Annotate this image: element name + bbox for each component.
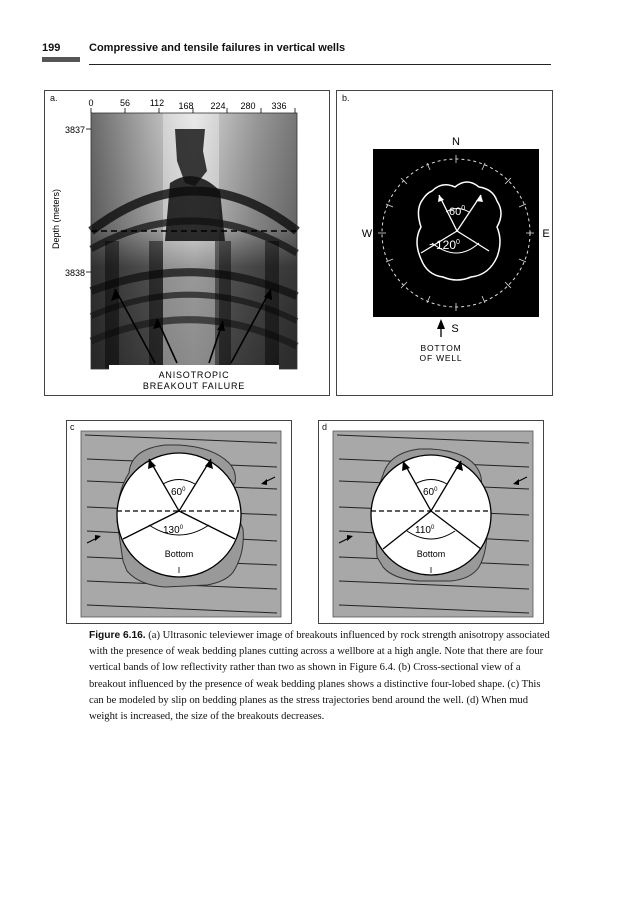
running-title: Compressive and tensile failures in vertical wells xyxy=(89,42,346,54)
panel-c-label: c xyxy=(70,422,75,432)
panel-a-label: a. xyxy=(50,93,58,103)
panel-d xyxy=(318,420,544,624)
bottom-label: Bottom xyxy=(164,549,194,559)
x-tick-label: 168 xyxy=(178,101,194,111)
annotation-line-2: BREAKOUT FAILURE xyxy=(142,381,246,391)
south-label: S xyxy=(451,323,459,335)
model-diagram-c xyxy=(67,421,291,623)
angle-top-label: $60^0$ xyxy=(423,487,438,498)
depth-tick-label: 3838 xyxy=(64,268,85,278)
cross-section-background xyxy=(373,149,539,317)
x-tick-label: 56 xyxy=(119,98,131,108)
cross-section-view xyxy=(337,91,552,395)
panel-a xyxy=(44,90,330,396)
angle-top-label: $60^0$ xyxy=(171,487,186,498)
west-label: W xyxy=(361,228,373,240)
page-number: 199 xyxy=(42,42,61,54)
bottom-of-well-line-2: OF WELL xyxy=(419,353,463,363)
x-tick-label: 336 xyxy=(271,101,287,111)
panel-b xyxy=(336,90,553,396)
televiewer-image xyxy=(45,91,329,395)
angle-small-label: $60^0$ xyxy=(449,205,466,218)
x-tick-label: 280 xyxy=(240,101,256,111)
angle-bottom-label: $110^0$ xyxy=(415,525,435,536)
x-tick-label: 0 xyxy=(88,98,94,108)
figure-caption xyxy=(89,628,555,725)
north-label: N xyxy=(452,136,460,148)
east-label: E xyxy=(542,228,550,240)
bottom-label: Bottom xyxy=(416,549,446,559)
y-axis-label: Depth (meters) xyxy=(51,188,61,250)
panel-c xyxy=(66,420,292,624)
model-diagram-d xyxy=(319,421,543,623)
figure-label: Figure 6.16. xyxy=(89,630,146,641)
bottom-of-well-line-1: BOTTOM xyxy=(420,343,462,353)
header-bar xyxy=(42,57,80,62)
x-tick-label: 112 xyxy=(149,98,165,108)
depth-tick-label: 3837 xyxy=(64,125,85,135)
header-rule xyxy=(89,64,551,65)
panel-b-label: b. xyxy=(342,93,350,103)
angle-large-label: $\sim 120^0$ xyxy=(429,238,460,252)
annotation-line-1: ANISOTROPIC xyxy=(158,370,230,380)
panel-d-label: d xyxy=(322,422,328,432)
angle-bottom-label: $130^0$ xyxy=(163,525,184,536)
caption-text: (a) Ultrasonic televiewer image of breakouts influenced by rock strength anisotropy associated with the presence of weak bedding planes cutting across a wellbore at a high angle. Note that there are four vertical bands of low reflectivity rather than two as shown in Figure 6.4. (b) Cross-sectional view of a breakout influenced by the presence of weak bedding planes shows a distinctive four-lobed shape. (c) This can be modeled by slip on bedding planes as the stress trajectories bend around the well. (d) When mud weight is increased, the size of the breakouts decreases. xyxy=(89,630,550,723)
x-tick-label: 224 xyxy=(210,101,226,111)
